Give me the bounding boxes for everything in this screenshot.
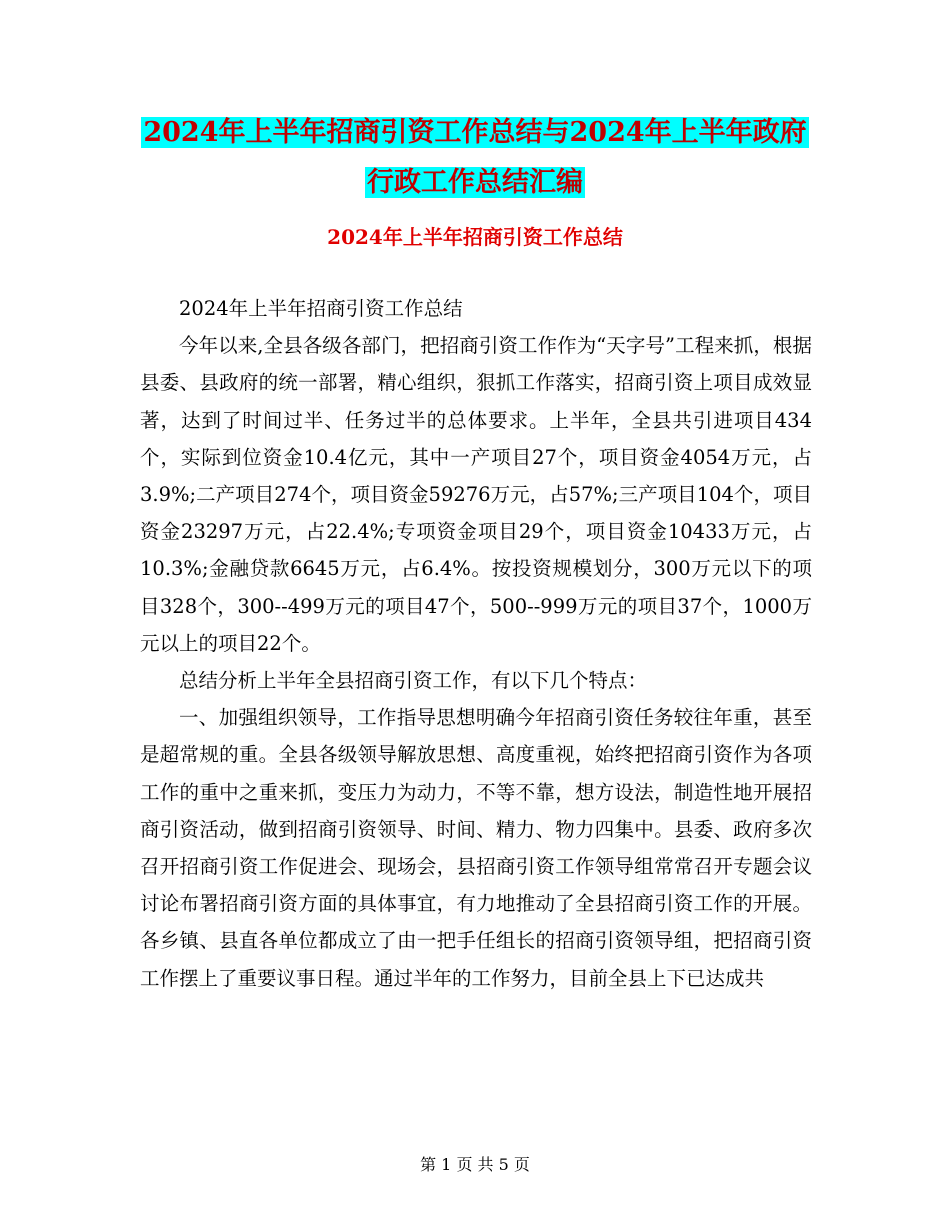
paragraph-summary-intro: 总结分析上半年全县招商引资工作，有以下几个特点：: [179, 669, 648, 693]
document-title: [0, 108, 950, 208]
paragraph-overview: 今年以来,全县各级各部门，把招商引资工作作为“天字号”工程来抓，根据县委、县政府的统一部署，精心组织，狠抓工作落实，招商引资上项目成效显著，达到了时间过半、任务过半的总体要求。上半年，全县共引进项目434个，实际到位资金10.4亿元，其中一产项目27个，项目资金4054万元，占3.9%;二产项目274个，项目资金59276万元，占57%;三产项目104个，项目资金23297万元，占22.4%;专项资金项目29个，项目资金10433万元，占10.3%;金融贷款6645万元，占6.4%。按投资规模划分，300万元以下的项目328个，300--499万元的项目47个，500--999万元的项目37个，1000万元以上的项目22个。: [140, 334, 812, 655]
document-body: [140, 290, 812, 997]
document-title-line-2: 行政工作总结汇编: [367, 167, 583, 198]
page-footer: 第 1 页 共 5 页: [420, 1155, 530, 1174]
document-title-line-1: 2024年上半年招商引资工作总结与2024年上半年政府: [143, 117, 807, 148]
section-title: 2024年上半年招商引资工作总结: [327, 225, 623, 249]
paragraph-point-one: 一、加强组织领导，工作指导思想明确今年招商引资任务较往年重，甚至是超常规的重。全县各级领导解放思想、高度重视，始终把招商引资作为各项工作的重中之重来抓，变压力为动力，不等不靠，想方设法，制造性地开展招商引资活动，做到招商引资领导、时间、精力、物力四集中。县委、政府多次召开招商引资工作促进会、现场会，县招商引资工作领导组常常召开专题会议讨论布署招商引资方面的具体事宜，有力地推动了全县招商引资工作的开展。各乡镇、县直各单位都成立了由一把手任组长的招商引资领导组，把招商引资工作摆上了重要议事日程。通过半年的工作努力，目前全县上下已达成共: [140, 706, 812, 990]
paragraph-subtitle: 2024年上半年招商引资工作总结: [179, 297, 463, 320]
